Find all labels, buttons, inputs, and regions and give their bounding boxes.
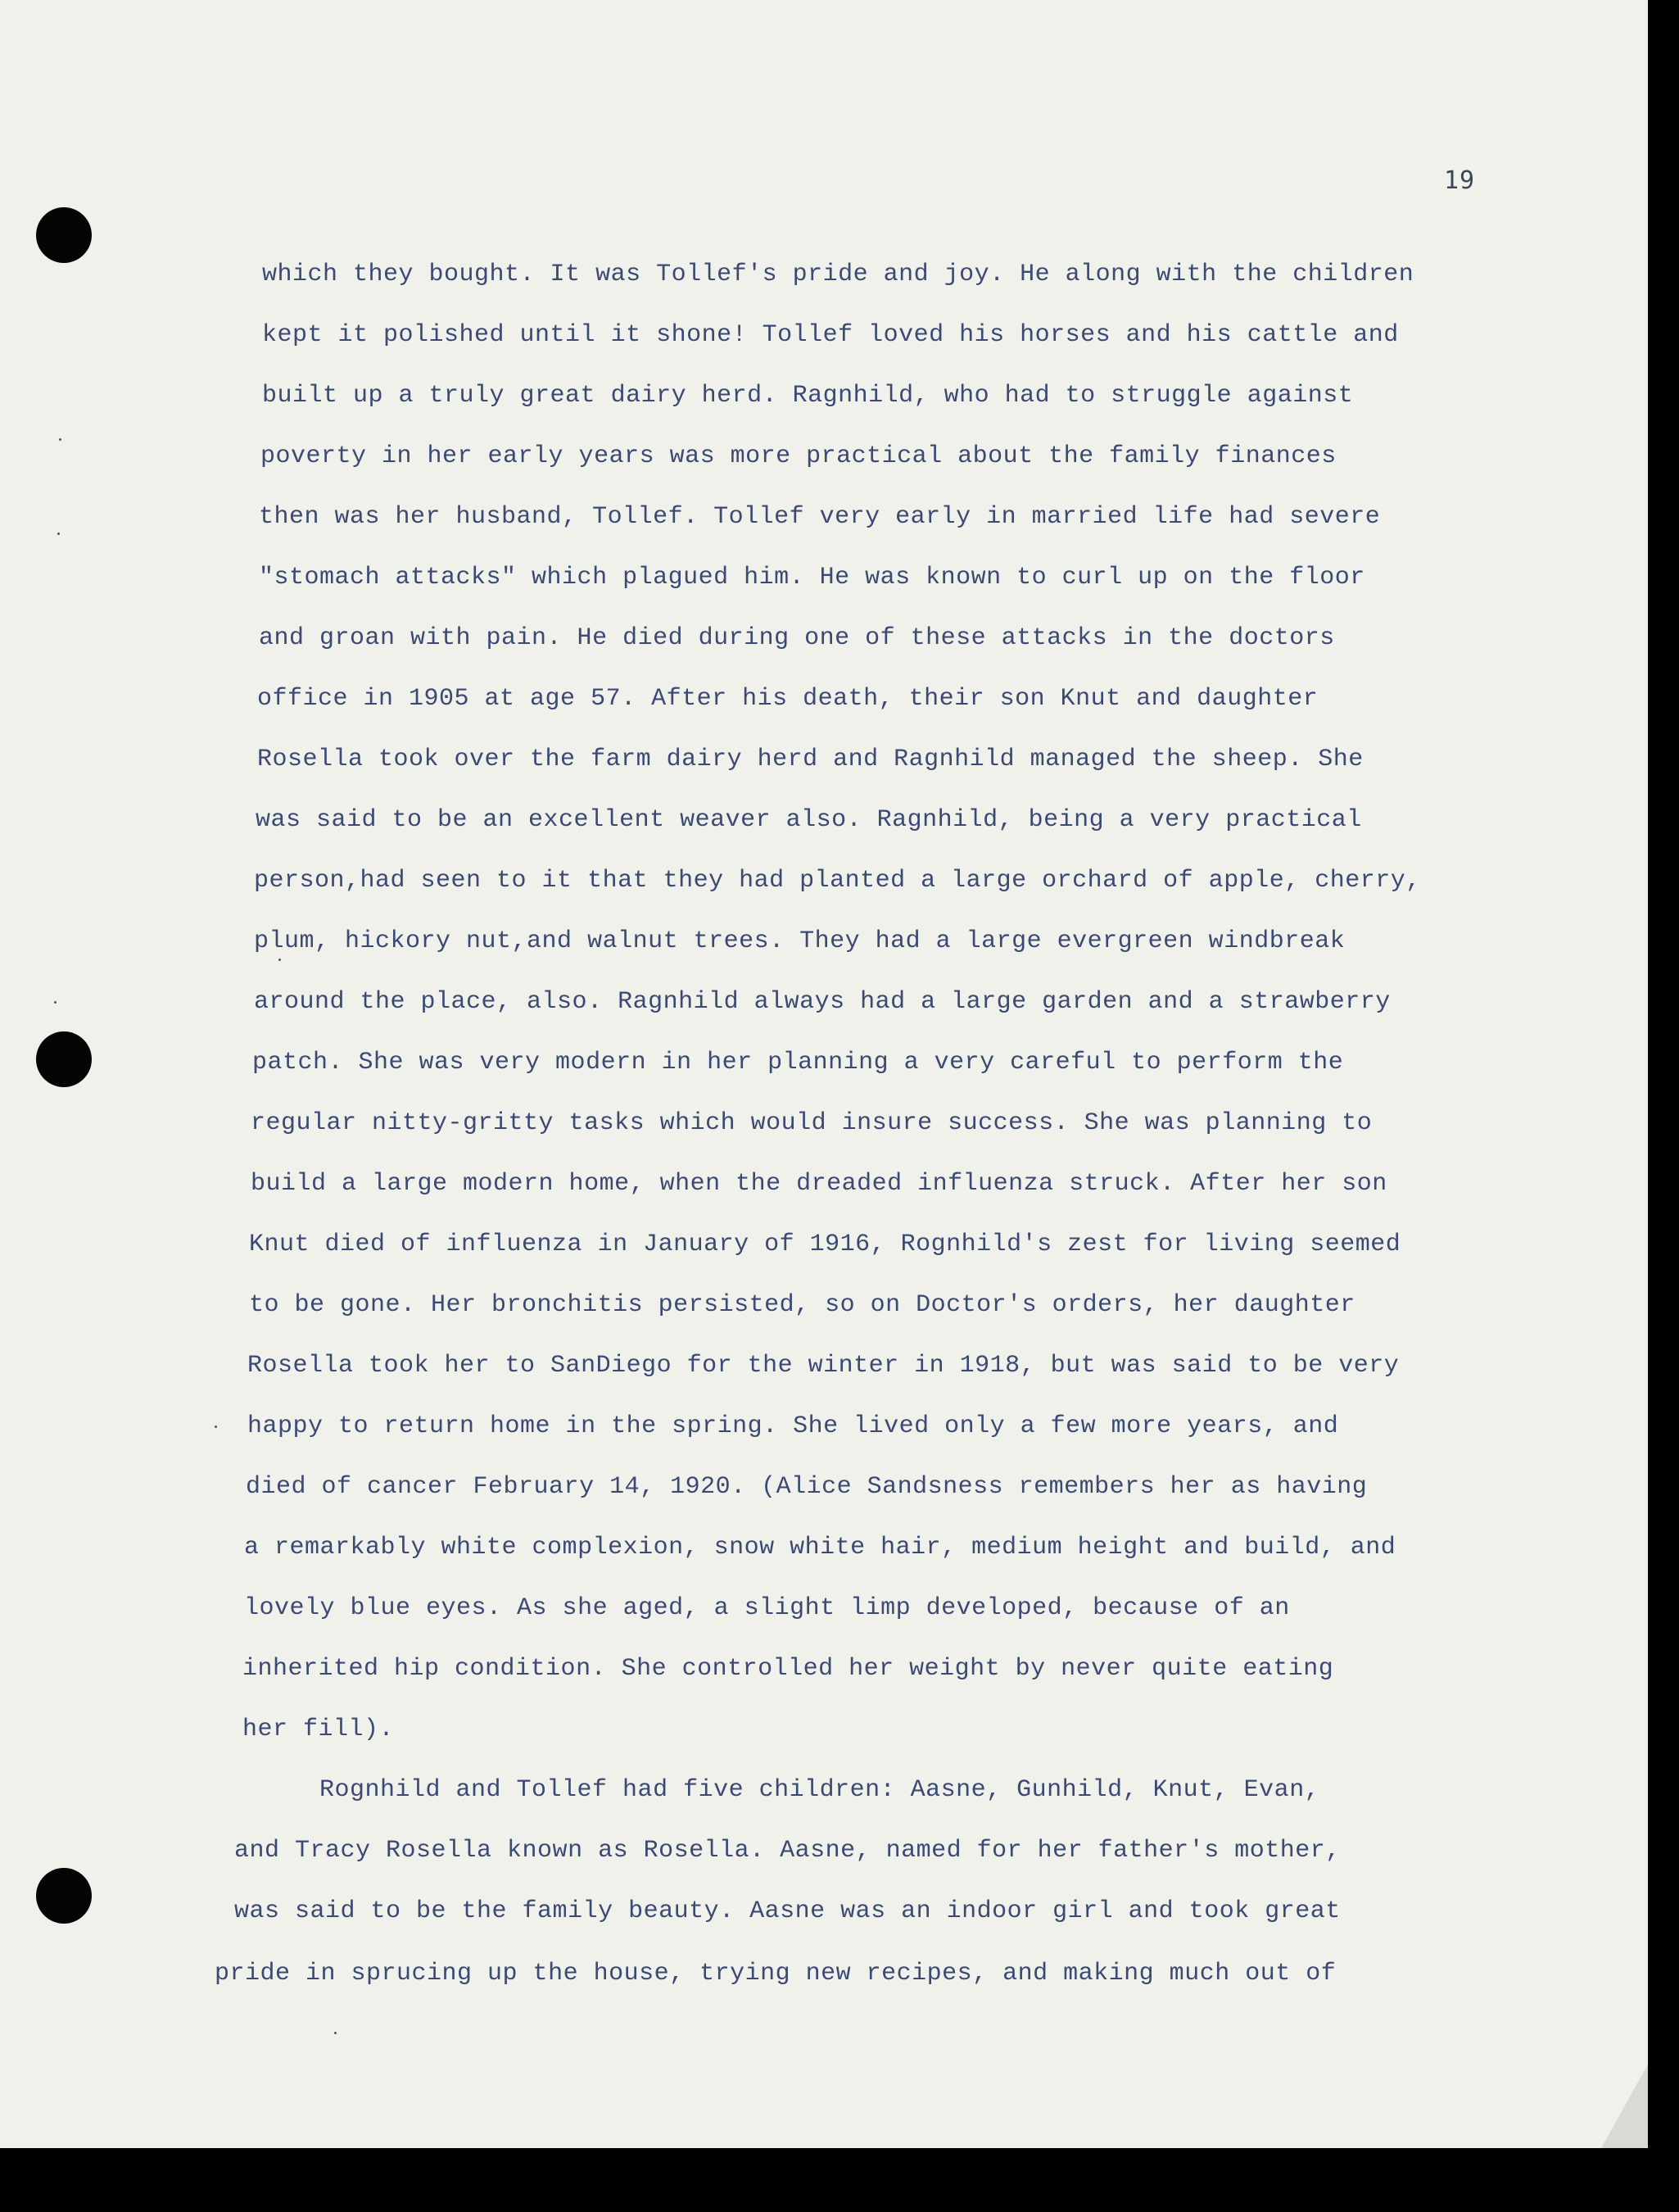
text-line: which they bought. It was Tollef's pride and joy. He along with the children <box>262 261 1414 288</box>
text-line: "stomach attacks" which plagued him. He was known to curl up on the floor <box>259 564 1365 592</box>
punch-hole <box>36 1031 92 1087</box>
text-line: build a large modern home, when the dreaded influenza struck. After her son <box>251 1170 1387 1198</box>
text-line: died of cancer February 14, 1920. (Alice Sandsness remembers her as having <box>246 1473 1368 1501</box>
text-line: inherited hip condition. She controlled her weight by never quite eating <box>242 1655 1334 1683</box>
punch-hole <box>36 1868 92 1924</box>
scan-border-right <box>1648 0 1679 2148</box>
punch-hole <box>36 207 92 263</box>
text-line: patch. She was very modern in her planning a very careful to perform the <box>252 1049 1344 1077</box>
text-line: was said to be the family beauty. Aasne was an indoor girl and took great <box>234 1897 1341 1925</box>
text-line: was said to be an excellent weaver also. Ragnhild, being a very practical <box>256 806 1362 834</box>
text-line: Rosella took her to SanDiego for the winter in 1918, but was said to be very <box>247 1352 1400 1380</box>
text-line: office in 1905 at age 57. After his death, their son Knut and daughter <box>257 685 1319 713</box>
text-line: Rosella took over the farm dairy herd and Ragnhild managed the sheep. She <box>257 746 1364 773</box>
text-line: a remarkably white complexion, snow white hair, medium height and build, and <box>244 1534 1396 1562</box>
text-line: regular nitty-gritty tasks which would insure success. She was planning to <box>251 1109 1373 1137</box>
text-line: pride in sprucing up the house, trying new recipes, and making much out of <box>215 1960 1337 1988</box>
text-line: to be gone. Her bronchitis persisted, so on Doctor's orders, her daughter <box>249 1291 1355 1319</box>
scan-border-bottom <box>0 2148 1679 2212</box>
text-line: built up a truly great dairy herd. Ragnhild, who had to struggle against <box>262 382 1354 410</box>
text-line: around the place, also. Ragnhild always had a large garden and a strawberry <box>254 988 1391 1016</box>
text-line: her fill). <box>242 1716 395 1743</box>
text-line: then was her husband, Tollef. Tollef very early in married life had severe <box>259 503 1381 531</box>
text-line: and groan with pain. He died during one of these attacks in the doctors <box>259 624 1335 652</box>
text-line: Knut died of influenza in January of 1916, Rognhild's zest for living seemed <box>249 1231 1401 1258</box>
text-line: and Tracy Rosella known as Rosella. Aasne, named for her father's mother, <box>234 1837 1341 1865</box>
text-line: plum, hickory nut,and walnut trees. They had a large evergreen windbreak <box>254 927 1346 955</box>
text-line: lovely blue eyes. As she aged, a slight limp developed, because of an <box>244 1594 1290 1622</box>
text-line: person,had seen to it that they had planted a large orchard of apple, cherry, <box>254 867 1421 895</box>
folded-corner <box>1601 2065 1648 2148</box>
page-number: 19 <box>1444 166 1476 195</box>
text-line: happy to return home in the spring. She lived only a few more years, and <box>247 1412 1339 1440</box>
text-line: kept it polished until it shone! Tollef loved his horses and his cattle and <box>262 321 1399 349</box>
text-line: Rognhild and Tollef had five children: Aasne, Gunhild, Knut, Evan, <box>319 1776 1320 1804</box>
text-line: poverty in her early years was more practical about the family finances <box>260 442 1337 470</box>
